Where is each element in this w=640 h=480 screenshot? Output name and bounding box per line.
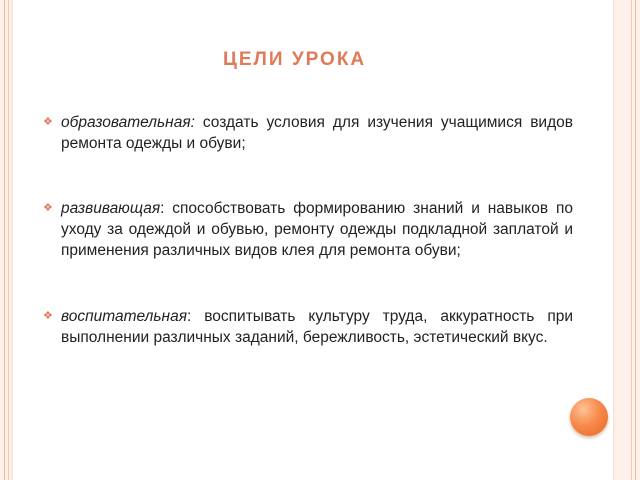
left-border-line (4, 0, 5, 480)
goal-text: : воспитывать культуру труда, аккуратность при выполнении различных заданий, бережливость, эстетический вкус. (61, 308, 573, 346)
goal-term: развивающая (61, 200, 161, 217)
goal-item-developing (43, 198, 573, 261)
diamond-bullet-icon: ❖ (43, 116, 53, 128)
goals-list (43, 112, 573, 348)
right-border-line (635, 0, 636, 480)
goal-item-upbringing (43, 306, 573, 348)
slide-content-card (13, 0, 613, 480)
diamond-bullet-icon: ❖ (43, 310, 53, 322)
goal-item-educational (43, 112, 573, 154)
goal-text: создать условия для изучения учащимися видов ремонта одежды и обуви; (61, 114, 573, 152)
goal-term: воспитательная (61, 308, 187, 325)
slide-title: ЦЕЛИ УРОКА (223, 49, 367, 70)
diamond-bullet-icon: ❖ (43, 202, 53, 214)
goal-text: : способствовать формированию знаний и навыков по уходу за одеждой и обувью, ремонту одежды подкладной заплатой и применения различных видов клея для ремонта обуви; (61, 200, 573, 259)
right-border-line-inner (631, 0, 632, 480)
left-border-line-inner (8, 0, 9, 480)
goal-term: образовательная: (61, 114, 195, 131)
orange-circle-icon (570, 398, 608, 436)
